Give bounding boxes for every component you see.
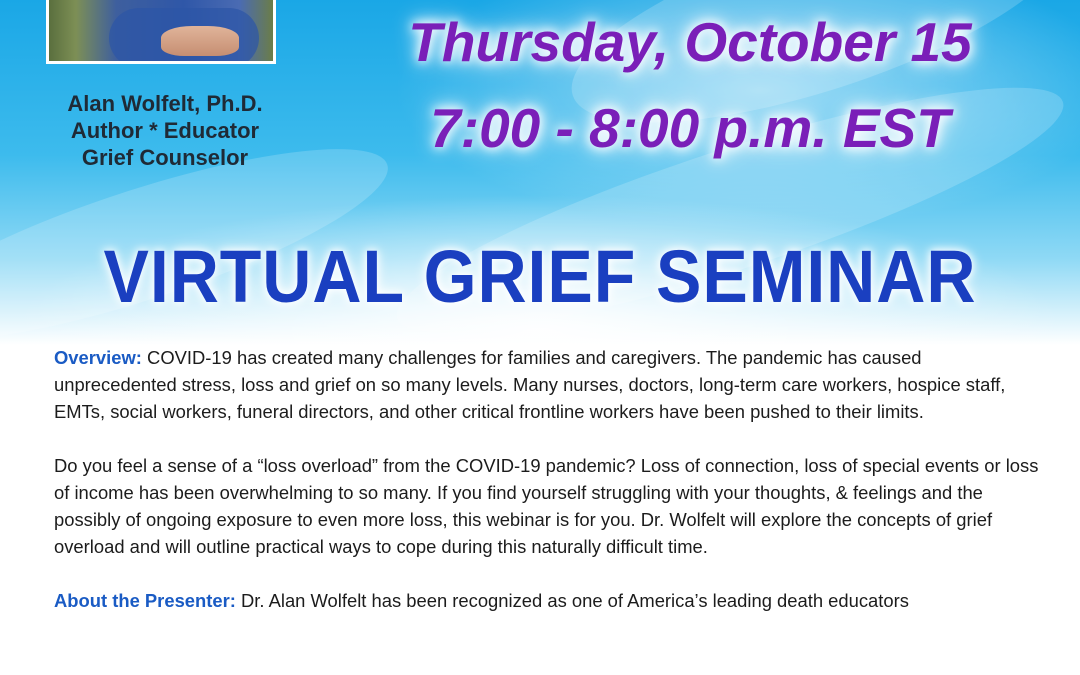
loss-overload-paragraph: Do you feel a sense of a “loss overload” from the COVID-19 pandemic? Loss of connection, loss of special events or loss of income has been overwhelming to so many. If you find yourself struggling with your thoughts, & feelings and the possibly of ongoing exposure to even more loss, this webinar is for you. Dr. Wolfelt will explore the concepts of grief overload and will outline practical ways to cope during this naturally difficult time. [54, 455, 1039, 557]
event-date: Thursday, October 15 [408, 11, 972, 73]
photo-hands [161, 26, 239, 56]
presenter-name: Alan Wolfelt, Ph.D. [67, 91, 263, 116]
presenter-roles-2: Grief Counselor [81, 145, 249, 170]
overview-paragraph [54, 344, 1044, 425]
page-title: VIRTUAL GRIEF SEMINAR [103, 235, 977, 318]
overview-text: COVID-19 has created many challenges for families and caregivers. The pandemic has caused unprecedented stress, loss and grief on so many levels. Many nurses, doctors, long-term care workers, hospice staff, EMTs, social workers, funeral directors, and other critical frontline workers have been pushed to their limits. [54, 347, 1006, 422]
body-text [54, 344, 1044, 641]
about-text: Dr. Alan Wolfelt has been recognized as one of America’s leading death educators [235, 590, 909, 611]
about-label: About the Presenter: [54, 590, 236, 611]
about-presenter-paragraph [54, 587, 1044, 614]
presenter-caption [20, 90, 310, 171]
overview-label: Overview: [54, 347, 142, 368]
presenter-roles: Author * Educator [70, 118, 260, 143]
event-time: 7:00 - 8:00 p.m. EST [430, 97, 950, 159]
presenter-photo [46, 0, 276, 64]
